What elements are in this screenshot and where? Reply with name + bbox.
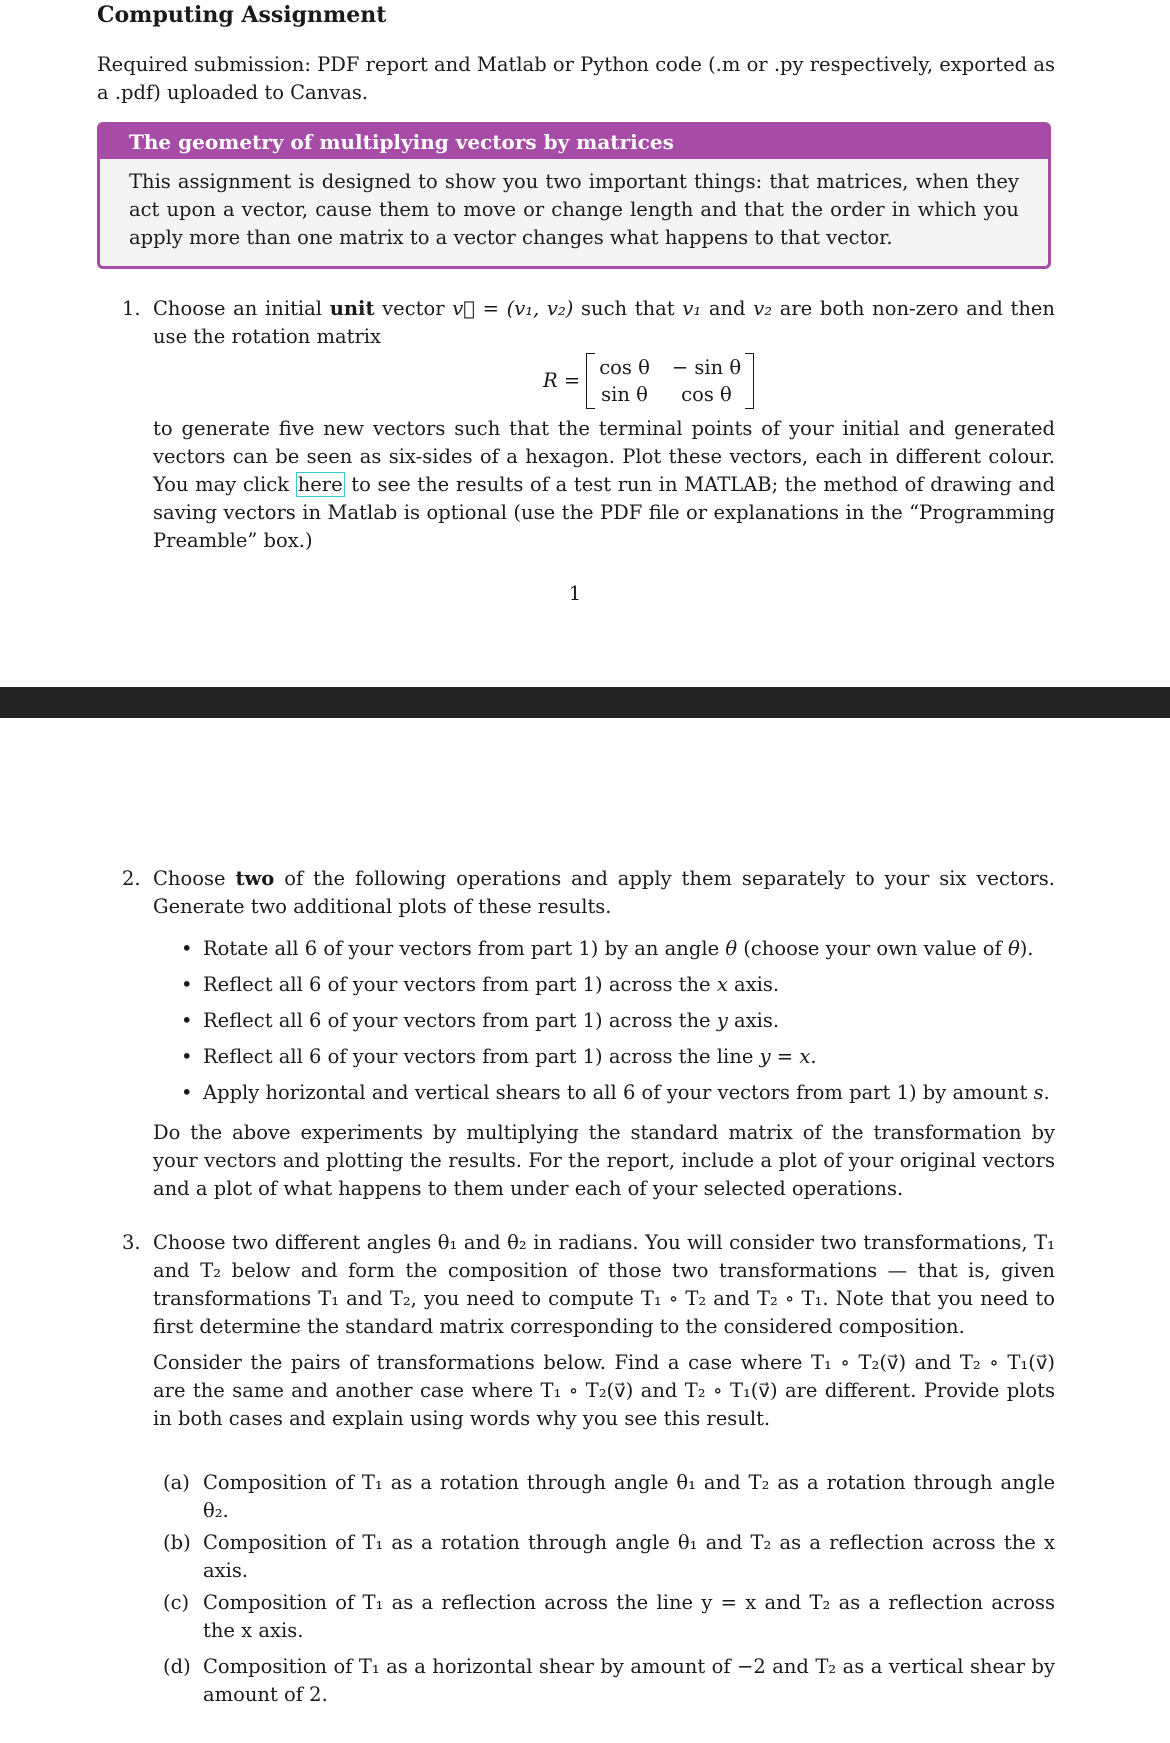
list-item: • Reflect all 6 of your vectors from part 1) across the line y = x. <box>181 1039 1055 1075</box>
question-1-text: Choose an initial unit vector v⃗ = (v₁, v₂) such that v₁ and v₂ are both non-zero and then use the rotation matrix R = cos θ − sin θ sin θ cos θ to generate five new vectors such that the terminal points of your initial and generated vectors can be seen as six-sides of a hexagon. Plot these vectors, each in different colour. You may click here to see the results of a test run in MATLAB; the method of drawing and saving vectors in Matlab is optional (use the PDF file or explanations in the “Programming Preamble” box.) <box>153 297 1055 552</box>
question-3 <box>122 1229 1055 1709</box>
question-3-paragraph: Consider the pairs of transformations below. Find a case where T₁ ∘ T₂(v⃗) and T₂ ∘ T₁(v⃗) are the same and another case where T₁ ∘ T₂(v⃗) and T₂ ∘ T₁(v⃗) are different. Provide plots in both cases and explain using words why you see this result. <box>153 1351 1055 1430</box>
matrix-entry: − sin θ <box>671 356 742 379</box>
rotation-matrix: R = cos θ − sin θ sin θ cos θ <box>543 353 754 409</box>
matrix-entries <box>595 354 745 408</box>
matrix-entry: cos θ <box>599 356 650 379</box>
operations-list <box>181 931 1055 1111</box>
question-number: 1. <box>122 297 141 320</box>
rotation-matrix-equation <box>153 351 1055 415</box>
list-item: • Reflect all 6 of your vectors from part 1) across the x axis. <box>181 967 1055 1003</box>
list-item: • Apply horizontal and vertical shears to all 6 of your vectors from part 1) by amount s. <box>181 1075 1055 1111</box>
left-bracket <box>586 353 595 409</box>
question-2 <box>122 865 1055 1203</box>
question-3-text <box>153 1229 1055 1709</box>
page-2 <box>0 718 1170 1743</box>
matrix-entry: sin θ <box>601 383 648 406</box>
question-1 <box>122 295 1055 555</box>
question-2-instructions: Do the above experiments by multiplying the standard matrix of the transformation by your vectors and plotting the results. For the report, include a plot of your original vectors and a plot of what happens to them under each of your selected operations. <box>153 1121 1055 1200</box>
list-item: (b) Composition of T₁ as a rotation through angle θ₁ and T₂ as a reflection across the x axis. <box>163 1531 1055 1582</box>
question-number: 3. <box>122 1231 141 1254</box>
question-2-text: Choose two of the following operations and apply them separately to your six vectors. Generate two additional plots of these results. • Rotate all 6 of your vectors from part 1) by an angle θ (choose your own value of θ). • Reflect all 6 of your vectors from part 1) across the x axis. • Reflect all 6 of your vectors from part 1) across the y axis. • Reflect all 6 of your vectors from part 1) across the line y = x. • Apply horizontal and vertical shears to all 6 of your vectors from part 1) by amount s. Do the above experiments by multiplying the standard matrix of the transformation by your vectors and plotting the results. For the report, include a plot of your original vectors and a plot of what happens to them under each of your selected operations. <box>153 865 1055 1203</box>
page-number: 1 <box>568 582 582 605</box>
question-number: 2. <box>122 867 141 890</box>
question-3-paragraph: Choose two different angles θ₁ and θ₂ in radians. You will consider two transformations, T₁ and T₂ below and form the composition of those two transformations — that is, given transformations T₁ and T₂, you need to compute T₁ ∘ T₂ and T₂ ∘ T₁. Note that you need to first determine the standard matrix corresponding to the considered composition. <box>153 1231 1055 1338</box>
list-item: (a) Composition of T₁ as a rotation through angle θ₁ and T₂ as a rotation through angle θ₂. <box>163 1471 1055 1522</box>
info-box <box>97 122 1051 269</box>
page-title: Computing Assignment <box>97 2 387 28</box>
list-item: (d) Composition of T₁ as a horizontal shear by amount of −2 and T₂ as a vertical shear by amount of 2. <box>163 1655 1055 1706</box>
right-bracket <box>745 353 754 409</box>
list-item: • Rotate all 6 of your vectors from part 1) by an angle θ (choose your own value of θ). <box>181 931 1055 967</box>
info-box-header: The geometry of multiplying vectors by matrices <box>100 125 1048 159</box>
info-box-body: This assignment is designed to show you two important things: that matrices, when they act upon a vector, cause them to move or change length and that the order in which you apply more than one matrix to a vector changes what happens to that vector. <box>129 170 1019 249</box>
composition-list <box>163 1469 1055 1709</box>
page-divider <box>0 687 1170 718</box>
here-link[interactable]: here <box>297 473 343 496</box>
submission-instructions: Required submission: PDF report and Matlab or Python code (.m or .py respectively, exported as a .pdf) uploaded to Canvas. <box>97 53 1055 104</box>
list-item: • Reflect all 6 of your vectors from part 1) across the y axis. <box>181 1003 1055 1039</box>
page-1 <box>0 0 1170 687</box>
matrix-entry: cos θ <box>681 383 732 406</box>
list-item: (c) Composition of T₁ as a reflection across the line y = x and T₂ as a reflection across the x axis. <box>163 1591 1055 1642</box>
vector-v: v⃗ = (v₁, v₂) <box>452 297 574 320</box>
